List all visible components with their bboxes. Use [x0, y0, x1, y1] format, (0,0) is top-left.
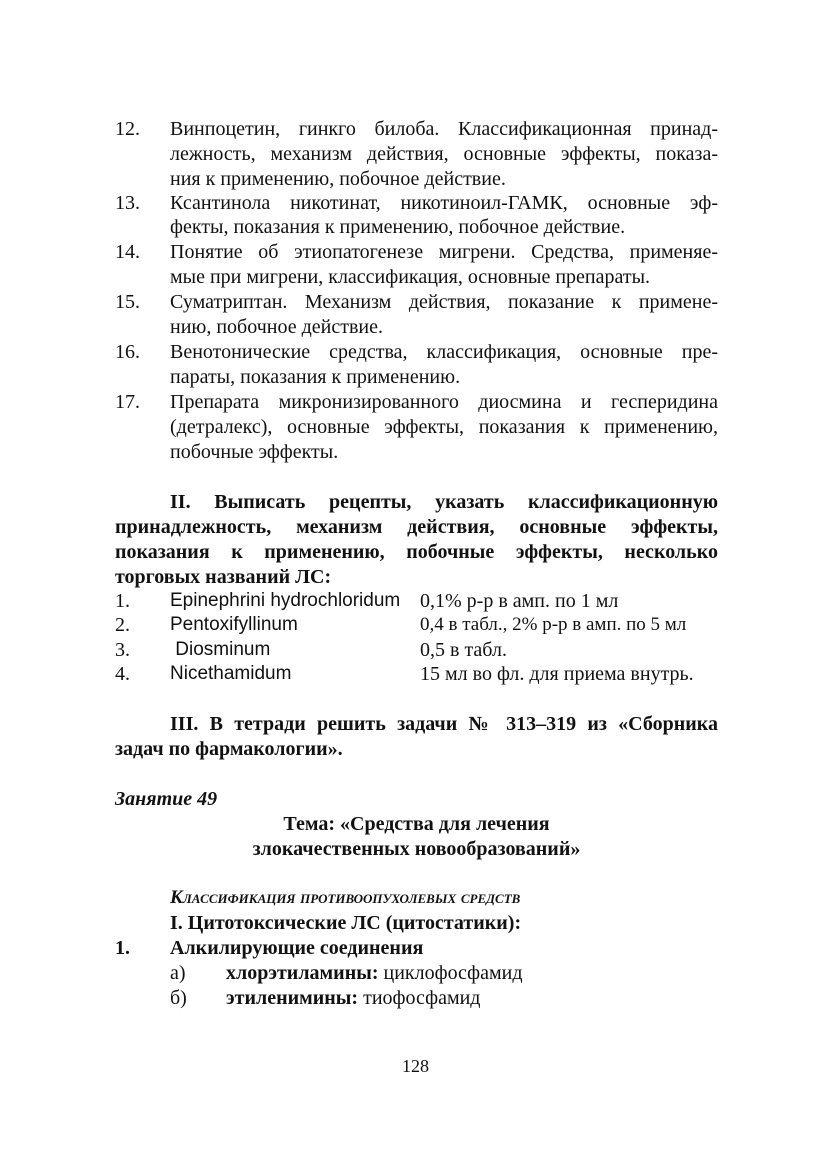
- subitem-a: [226, 961, 523, 985]
- prescription-number: 2.: [115, 614, 130, 636]
- subitem-term: хлорэтиламины:: [226, 962, 379, 984]
- drug-dose: 0,4 в табл., 2% р-р в амп. по 5 мл: [420, 614, 687, 635]
- question-text-line: (детралекс), основные эффекты, показания к применению,: [170, 416, 718, 438]
- section-heading-line: III. В тетради решить задачи № 313–319 из «Сборника: [170, 713, 718, 735]
- section-heading-line: задач по фармакологии».: [115, 738, 343, 760]
- question-number: 12.: [115, 118, 140, 140]
- prescription-number: 3.: [115, 639, 130, 661]
- section-heading-line: принадлежность, механизм действия, основные эффекты,: [115, 516, 718, 538]
- question-text-line: фекты, показания к применению, побочное действие.: [170, 216, 626, 238]
- question-text-line: Винпоцетин, гинкго билоба. Классификационная принад-: [170, 118, 718, 140]
- drug-dose: 15 мл во фл. для приема внутрь.: [420, 663, 694, 685]
- subitem-term: этиленимины:: [226, 987, 359, 1009]
- section-heading-line: показания к применению, побочные эффекты, несколько: [115, 541, 718, 563]
- classification-item-label: Алкилирующие соединения: [170, 937, 424, 959]
- subitem-letter: б): [170, 987, 187, 1009]
- question-number: 14.: [115, 241, 140, 263]
- classification-heading: Классификация противоопухолевых средств: [170, 887, 521, 908]
- question-text-line: Препарата микронизированного диосмина и гесперидина: [170, 391, 718, 413]
- question-text-line: параты, показания к применению.: [170, 366, 461, 388]
- question-text-line: нию, побочное действие.: [170, 316, 383, 338]
- drug-name: Pentoxifyllinum: [170, 614, 298, 635]
- drug-dose: 0,1% р-р в амп. по 1 мл: [420, 590, 619, 612]
- classification-group: I. Цитотоксические ЛС (цитостатики):: [170, 912, 522, 934]
- question-text-line: Ксантинола никотинат, никотиноил-ГАМК, основные эф-: [170, 192, 718, 214]
- question-text-line: Суматриптан. Механизм действия, показание к примене-: [170, 291, 718, 313]
- question-text-line: лежность, механизм действия, основные эффекты, показа-: [170, 143, 718, 165]
- question-text-line: Венотонические средства, классификация, основные пре-: [170, 341, 718, 363]
- drug-name: Nicethamidum: [170, 663, 292, 684]
- question-text-line: ния к применению, побочное действие.: [170, 168, 506, 190]
- question-number: 15.: [115, 291, 140, 313]
- lesson-label: Занятие 49: [115, 788, 218, 810]
- question-text-line: Понятие об этиопатогенезе мигрени. Средства, применяе-: [170, 241, 718, 263]
- section-heading-line: II. Выписать рецепты, указать классификационную: [170, 491, 718, 513]
- prescription-number: 4.: [115, 663, 130, 685]
- lesson-topic-line: Тема: «Средства для лечения: [283, 813, 550, 835]
- question-text-line: мые при мигрени, классификация, основные препараты.: [170, 266, 651, 288]
- question-number: 17.: [115, 391, 140, 413]
- subitem-b: [226, 986, 481, 1010]
- drug-name: Epinephrini hydrochloridum: [170, 590, 401, 611]
- subitem-value: циклофосфамид: [378, 962, 523, 984]
- question-number: 16.: [115, 341, 140, 363]
- prescription-number: 1.: [115, 590, 130, 612]
- section-heading-line: торговых названий ЛС:: [115, 566, 332, 588]
- drug-name: Diosminum: [170, 639, 271, 660]
- subitem-value: тиофосфамид: [358, 987, 481, 1009]
- classification-item-number: 1.: [115, 937, 130, 959]
- page-number: 128: [402, 1056, 429, 1076]
- lesson-topic-line: злокачественных новообразований»: [252, 838, 581, 860]
- drug-dose: 0,5 в табл.: [420, 639, 507, 661]
- subitem-letter: а): [170, 962, 186, 984]
- question-number: 13.: [115, 192, 140, 214]
- question-text-line: побочные эффекты.: [170, 441, 339, 463]
